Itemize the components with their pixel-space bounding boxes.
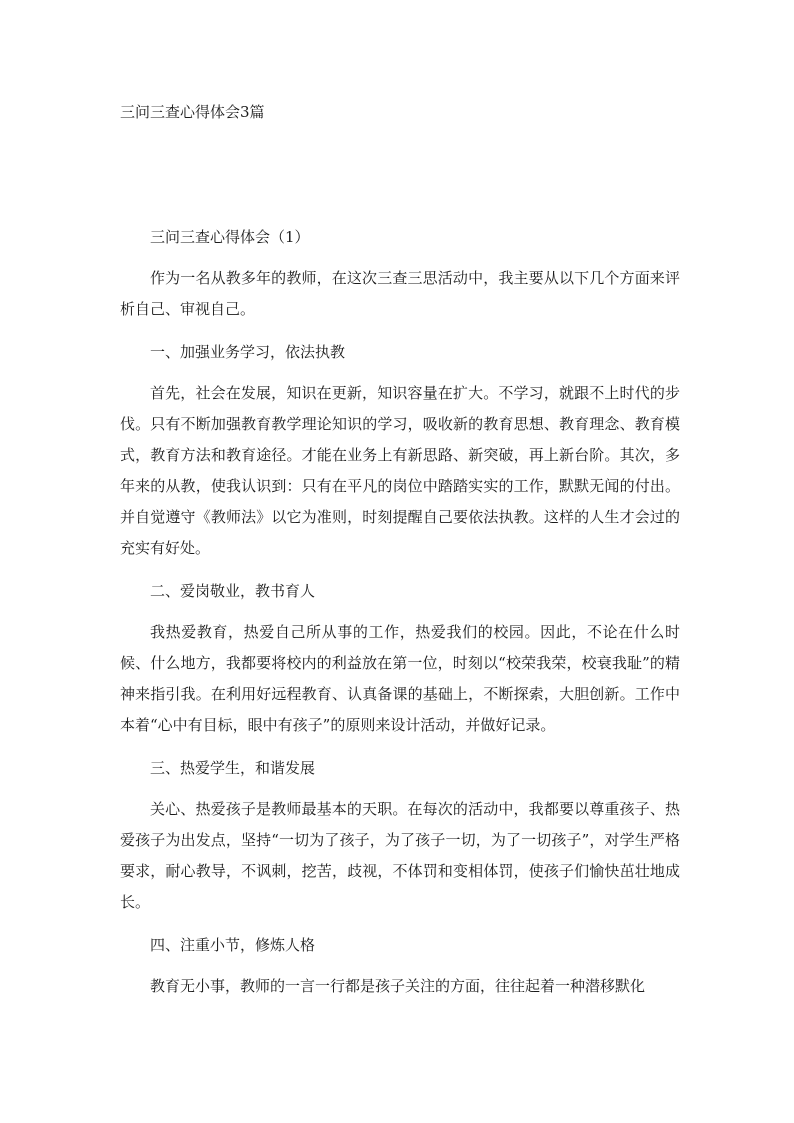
section-heading-4: 四、注重小节，修炼人格 (150, 936, 316, 954)
intro-paragraph: 作为一名从教多年的教师，在这次三查三思活动中，我主要从以下几个方面来评析自己、审视自己。 (120, 269, 680, 318)
section-heading-2: 二、爱岗敬业，教书育人 (150, 582, 316, 600)
section-heading-1: 一、加强业务学习，依法执教 (150, 343, 346, 361)
section-subtitle: 三问三查心得体会（1） (150, 228, 310, 246)
section-heading-3: 三、热爱学生，和谐发展 (150, 759, 316, 777)
section-body-3: 关心、热爱孩子是教师最基本的天职。在每次的活动中，我都要以尊重孩子、热爱孩子为出发点，坚持“一切为了孩子，为了孩子一切，为了一切孩子”，对学生严格要求，耐心教导，不讽刺，挖苦，歧视，不体罚和变相体罚，使孩子们愉快茁壮地成长。 (120, 800, 680, 911)
section-body-4: 教育无小事，教师的一言一行都是孩子关注的方面，往往起着一种潜移默化 (150, 977, 646, 995)
document-body (120, 222, 680, 1014)
section-body-1: 首先，社会在发展，知识在更新，知识容量在扩大。不学习，就跟不上时代的步伐。只有不断加强教育教学理论知识的学习，吸收新的教育思想、教育理念、教育模式，教育方法和教育途径。才能在业务上有新思路、新突破，再上新台阶。其次，多年来的从教，使我认识到：只有在平凡的岗位中踏踏实实的工作，默默无闻的付出。并自觉遵守《教师法》以它为准则，时刻提醒自己要依法执教。这样的人生才会过的充实有好处。 (120, 384, 680, 557)
section-body-2: 我热爱教育，热爱自己所从事的工作，热爱我们的校园。因此，不论在什么时候、什么地方，我都要将校内的利益放在第一位，时刻以“校荣我荣，校衰我耻”的精神来指引我。在利用好远程教育、认真备课的基础上，不断探索，大胆创新。工作中本着“心中有目标，眼中有孩子”的原则来设计活动，并做好记录。 (120, 623, 680, 734)
document-title: 三问三查心得体会3篇 (120, 103, 265, 121)
